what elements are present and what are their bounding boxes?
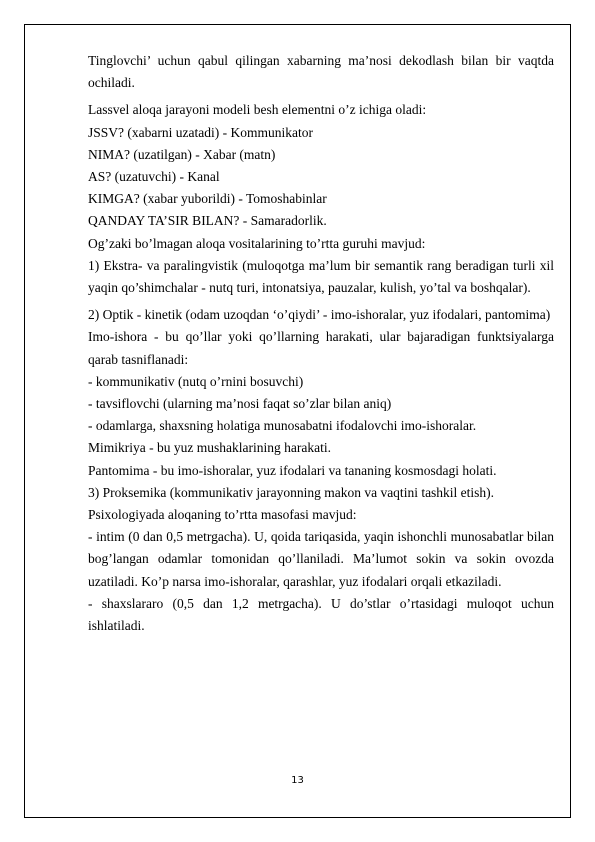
paragraph-distances-intro: Psixologiyada aloqaning to’rtta masofasi mavjud: — [88, 507, 357, 523]
list-item-effectiveness: QANDAY TA’SIR BILAN? - Samaradorlik. — [88, 213, 327, 229]
paragraph-gesture-definition: Imo-ishora - bu qo’llar yoki qo’llarning harakati, ular bajaradigan funktsiyalarga qarab tasniflanadi: — [88, 329, 554, 367]
paragraph-pantomime: Pantomima - bu imo-ishoralar, yuz ifodalari va tananing kosmosdagi holati. — [88, 462, 497, 478]
list-item-communicative: - kommunikativ (nutq o’rnini bosuvchi) — [88, 373, 304, 389]
paragraph-nonverbal-groups: Og’zaki bo’lmagan aloqa vositalarining to’rtta guruhi mavjud: — [88, 235, 426, 251]
list-item-communicator: JSSV? (xabarni uzatadi) - Kommunikator — [88, 124, 313, 140]
list-item-attitude-gestures: - odamlarga, shaxsning holatiga munosabatni ifodalovchi imo-ishoralar. — [88, 418, 477, 434]
document-body — [88, 50, 554, 637]
list-item-channel: AS? (uzatuvchi) - Kanal — [88, 169, 220, 185]
paragraph-intimate-distance: - intim (0 dan 0,5 metrgacha). U, qoida tariqasida, yaqin ishonchli munosabatlar bilan bog’langan odamlar tomonidan qo’llaniladi. Ma’lumot sokin va sokin ovozda uzatiladi. Ko’p narsa imo-ishoralar, qarashlar, yuz ifodalari orqali etkaziladi. — [88, 529, 554, 589]
paragraph-lasswell-intro: Lassvel aloqa jarayoni modeli besh elementni o’z ichiga oladi: — [88, 102, 427, 118]
paragraph-proxemics: 3) Proksemika (kommunikativ jarayonning makon va vaqtini tashkil etish). — [88, 484, 495, 500]
list-item-audience: KIMGA? (xabar yuborildi) - Tomoshabinlar — [88, 191, 327, 207]
list-item-message: NIMA? (uzatilgan) - Xabar (matn) — [88, 146, 276, 162]
paragraph-paralinguistic: 1) Ekstra- va paralingvistik (muloqotga ma’lum bir semantik rang beradigan turli xil yaqin qo’shimchalar - nutq turi, intonatsiya, pauzalar, kulish, yo’tal va boshqalar). — [88, 257, 554, 296]
list-item-descriptive: - tavsiflovchi (ularning ma’nosi faqat so’zlar bilan aniq) — [88, 396, 392, 412]
paragraph-optical-kinetic: 2) Optik - kinetik (odam uzoqdan ‘o’qiydi’ - imo-ishoralar, yuz ifodalari, pantomima) — [88, 307, 551, 323]
paragraph-interpersonal-distance: - shaxslararo (0,5 dan 1,2 metrgacha). U do’stlar o’rtasidagi muloqot uchun ishlatiladi. — [88, 595, 554, 634]
paragraph-decoding: Tinglovchi’ uchun qabul qilingan xabarning ma’nosi dekodlash bilan bir vaqtda ochiladi. — [88, 53, 554, 91]
page-number: 13 — [291, 775, 304, 786]
paragraph-mimicry: Mimikriya - bu yuz mushaklarining harakati. — [88, 440, 331, 456]
